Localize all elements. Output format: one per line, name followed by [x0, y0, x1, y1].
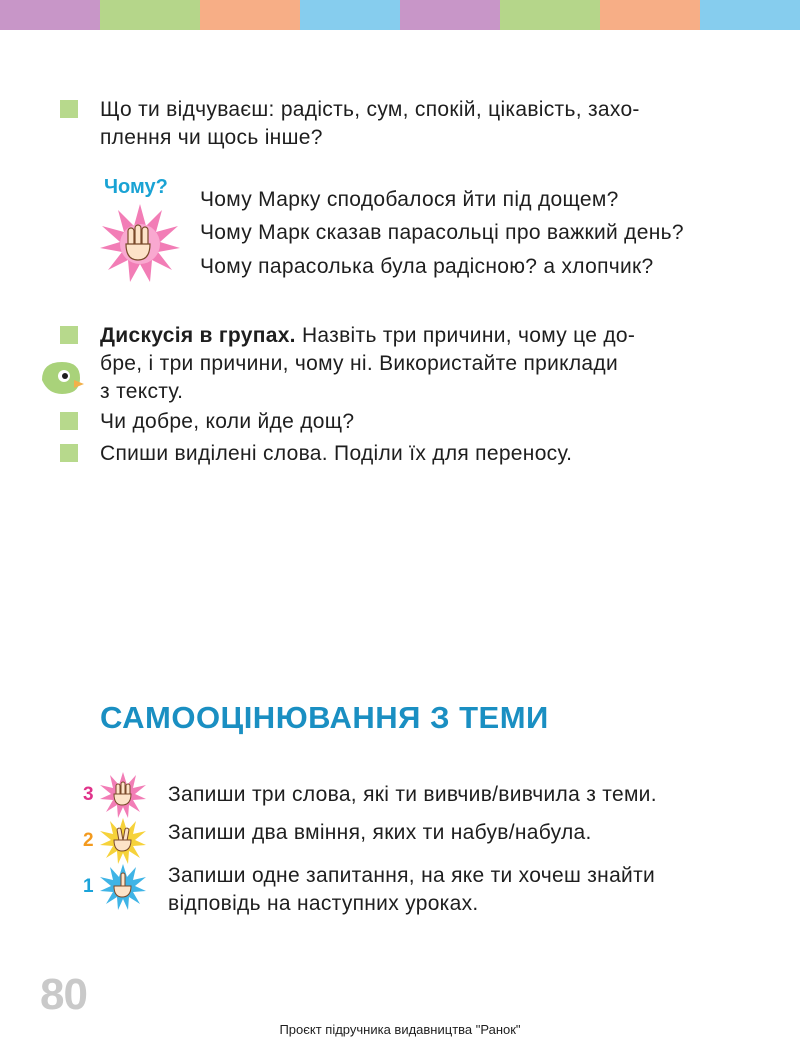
discussion-bold: Дискусія в групах.	[100, 324, 296, 347]
rain-question: Чи добре, коли йде дощ?	[100, 410, 355, 433]
pink-flower-hand-icon	[100, 204, 180, 284]
page-number: 80	[40, 970, 87, 1019]
section-title: САМООЦІНЮВАННЯ З ТЕМИ	[100, 700, 549, 735]
assessment-item-1-line-2: відповідь на наступних уроках.	[168, 892, 479, 915]
question-line-2: плення чи щось інше?	[100, 126, 323, 149]
copy-task: Спиши виділені слова. Поділи їх для переносу.	[100, 442, 573, 465]
assessment-item-1-line-1: Запиши одне запитання, на яке ти хочеш знайти	[168, 864, 656, 887]
pink-flower-three-fingers-icon	[100, 772, 146, 818]
discussion-line-1: Назвіть три причини, чому це до-	[295, 324, 636, 347]
bullet-square	[60, 412, 78, 430]
stripe-segment	[300, 0, 400, 30]
why-question-3: Чому парасолька була радісною? а хлопчик?	[200, 255, 654, 278]
discussion-line-3: з тексту.	[100, 380, 184, 403]
yellow-flower-two-fingers-icon	[100, 818, 146, 864]
bullet-square	[60, 444, 78, 462]
why-question-2: Чому Марк сказав парасольці про важкий день?	[200, 221, 684, 244]
green-parrot-icon	[38, 358, 84, 398]
assessment-item-1	[168, 862, 655, 918]
stripe-segment	[400, 0, 500, 30]
assessment-item-2: Запиши два вміння, яких ти набув/набула.	[168, 821, 592, 844]
header-color-stripe	[0, 0, 800, 30]
stripe-segment	[700, 0, 800, 30]
stripe-segment	[600, 0, 700, 30]
stripe-segment	[200, 0, 300, 30]
discussion-text	[100, 322, 635, 406]
level-number: 2	[83, 830, 94, 851]
stripe-segment	[100, 0, 200, 30]
question-line-1: Що ти відчуваєш: радість, сум, спокій, цікавість, захо-	[100, 98, 640, 121]
discussion-line-2: бре, і три причини, чому ні. Використайте приклади	[100, 352, 618, 375]
stripe-segment	[500, 0, 600, 30]
assessment-item-3: Запиши три слова, які ти вивчив/вивчила з теми.	[168, 783, 657, 806]
question-text	[100, 96, 640, 152]
stripe-segment	[0, 0, 100, 30]
level-number: 1	[83, 876, 94, 897]
blue-flower-one-finger-icon	[100, 864, 146, 910]
why-question-1: Чому Марку сподобалося йти під дощем?	[200, 188, 619, 211]
level-number: 3	[83, 784, 94, 805]
bullet-square	[60, 326, 78, 344]
footer-publisher-note: Проєкт підручника видавництва "Ранок"	[279, 1022, 521, 1037]
bullet-square	[60, 100, 78, 118]
why-label: Чому?	[104, 176, 168, 198]
